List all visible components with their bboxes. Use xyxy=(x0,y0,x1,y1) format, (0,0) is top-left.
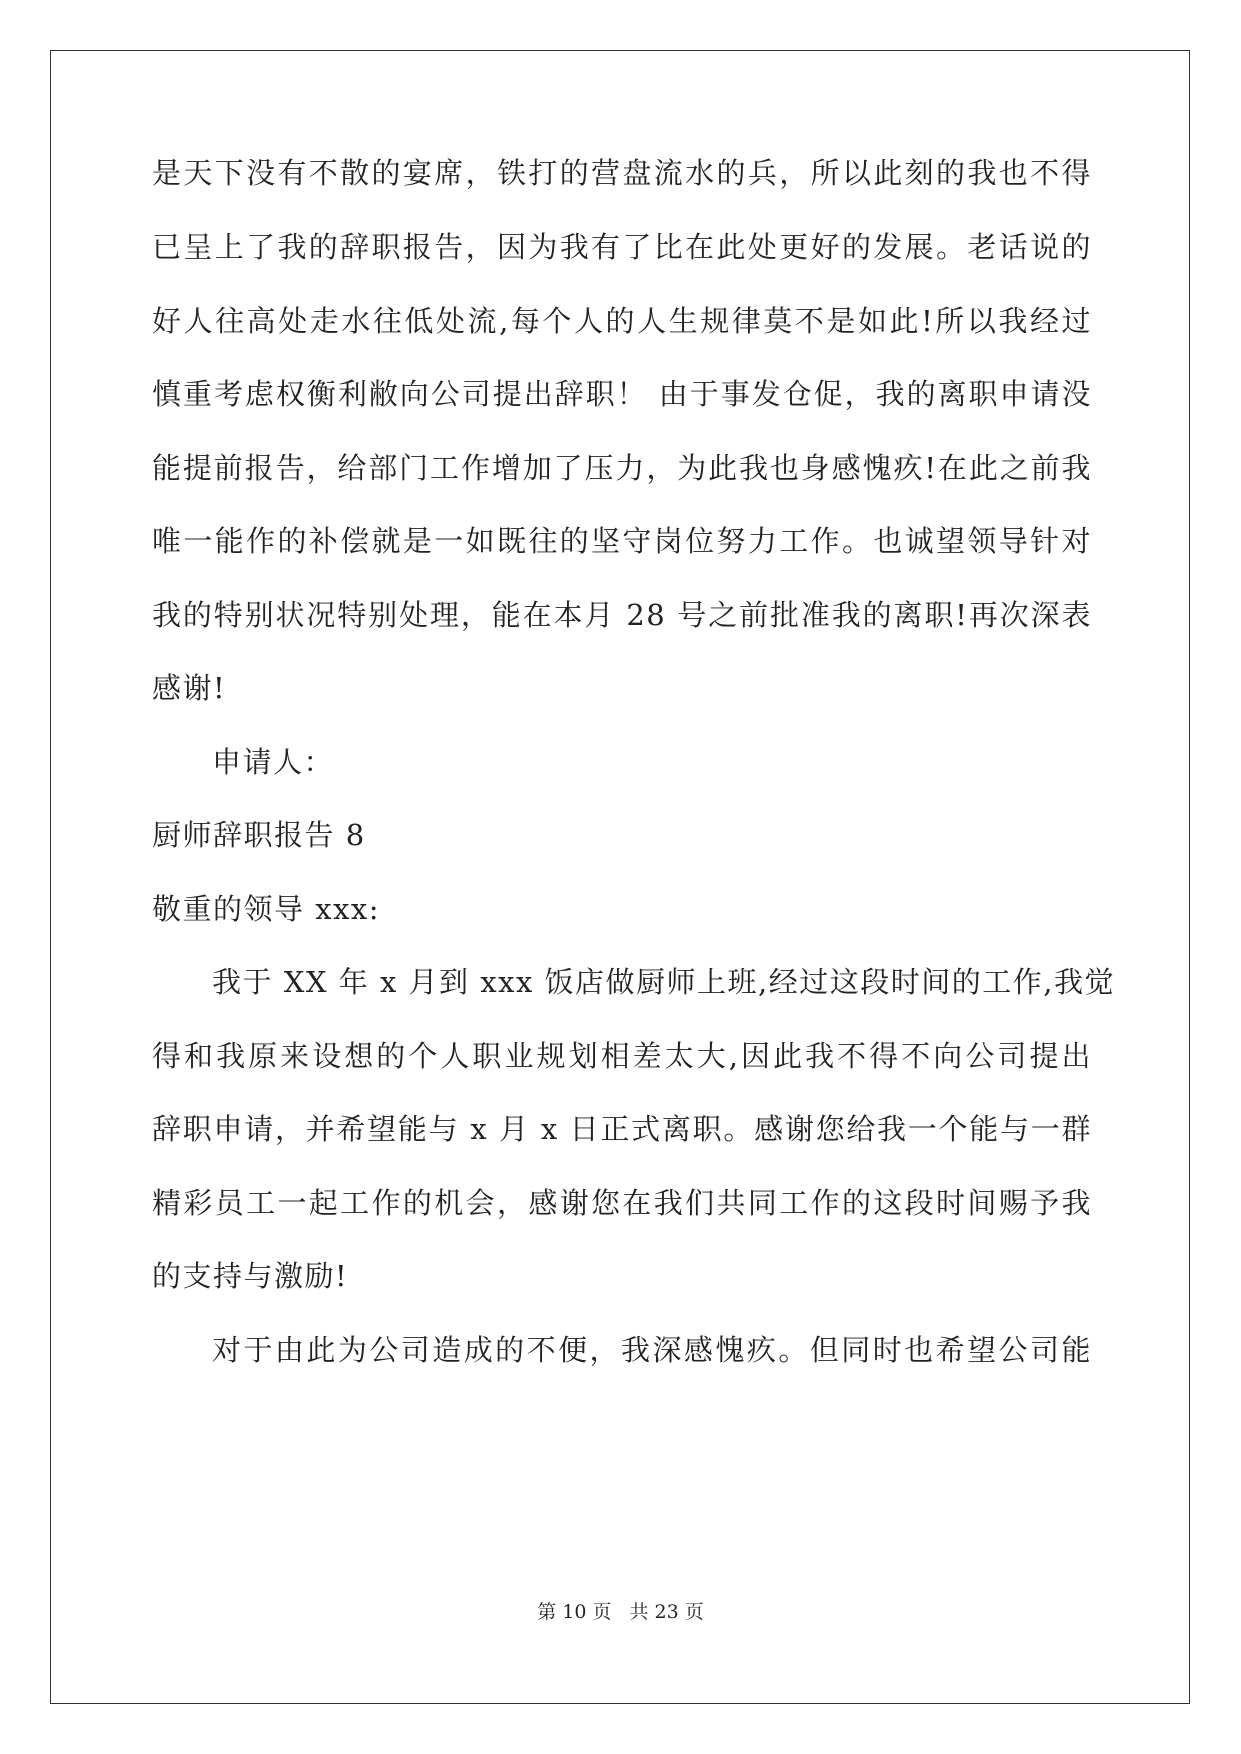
body-line-7: 我的特别状况特别处理，能在本月 28 号之前批准我的离职!再次深表 xyxy=(152,598,1092,632)
body-line-17: 对于由此为公司造成的不便，我深感愧疚。但同时也希望公司能 xyxy=(212,1333,1092,1367)
page-border xyxy=(50,50,1190,1704)
body-line-5: 能提前报告，给部门工作增加了压力，为此我也身感愧疚!在此之前我 xyxy=(152,451,1092,485)
body-line-1: 是天下没有不散的宴席，铁打的营盘流水的兵，所以此刻的我也不得 xyxy=(152,156,1092,190)
body-line-3: 好人往高处走水往低处流,每个人的人生规律莫不是如此!所以我经过 xyxy=(152,304,1092,338)
page-total: 共 23 页 xyxy=(629,1601,704,1623)
body-line-16: 的支持与激励! xyxy=(152,1259,349,1293)
body-line-2: 已呈上了我的辞职报告，因为我有了比在此处更好的发展。老话说的 xyxy=(152,230,1092,264)
page-number: 第 10 页 xyxy=(537,1601,612,1623)
section-heading: 厨师辞职报告 8 xyxy=(152,818,366,852)
body-line-13: 得和我原来设想的个人职业规划相差太大,因此我不得不向公司提出 xyxy=(152,1039,1092,1073)
body-line-6: 唯一能作的补偿就是一如既往的坚守岗位努力工作。也诚望领导针对 xyxy=(152,524,1092,558)
body-line-8: 感谢! xyxy=(152,671,227,705)
body-line-12: 我于 XX 年 x 月到 xxx 饭店做厨师上班,经过这段时间的工作,我觉 xyxy=(212,965,1115,999)
salutation: 敬重的领导 xxx: xyxy=(152,892,381,926)
body-line-15: 精彩员工一起工作的机会，感谢您在我们共同工作的这段时间赐予我 xyxy=(152,1186,1092,1220)
body-line-4: 慎重考虑权衡利敝向公司提出辞职！ 由于事发仓促，我的离职申请没 xyxy=(152,377,1092,411)
body-line-14: 辞职申请，并希望能与 x 月 x 日正式离职。感谢您给我一个能与一群 xyxy=(152,1112,1092,1146)
applicant-label: 申请人： xyxy=(212,745,335,779)
page-footer xyxy=(0,1600,1241,1624)
